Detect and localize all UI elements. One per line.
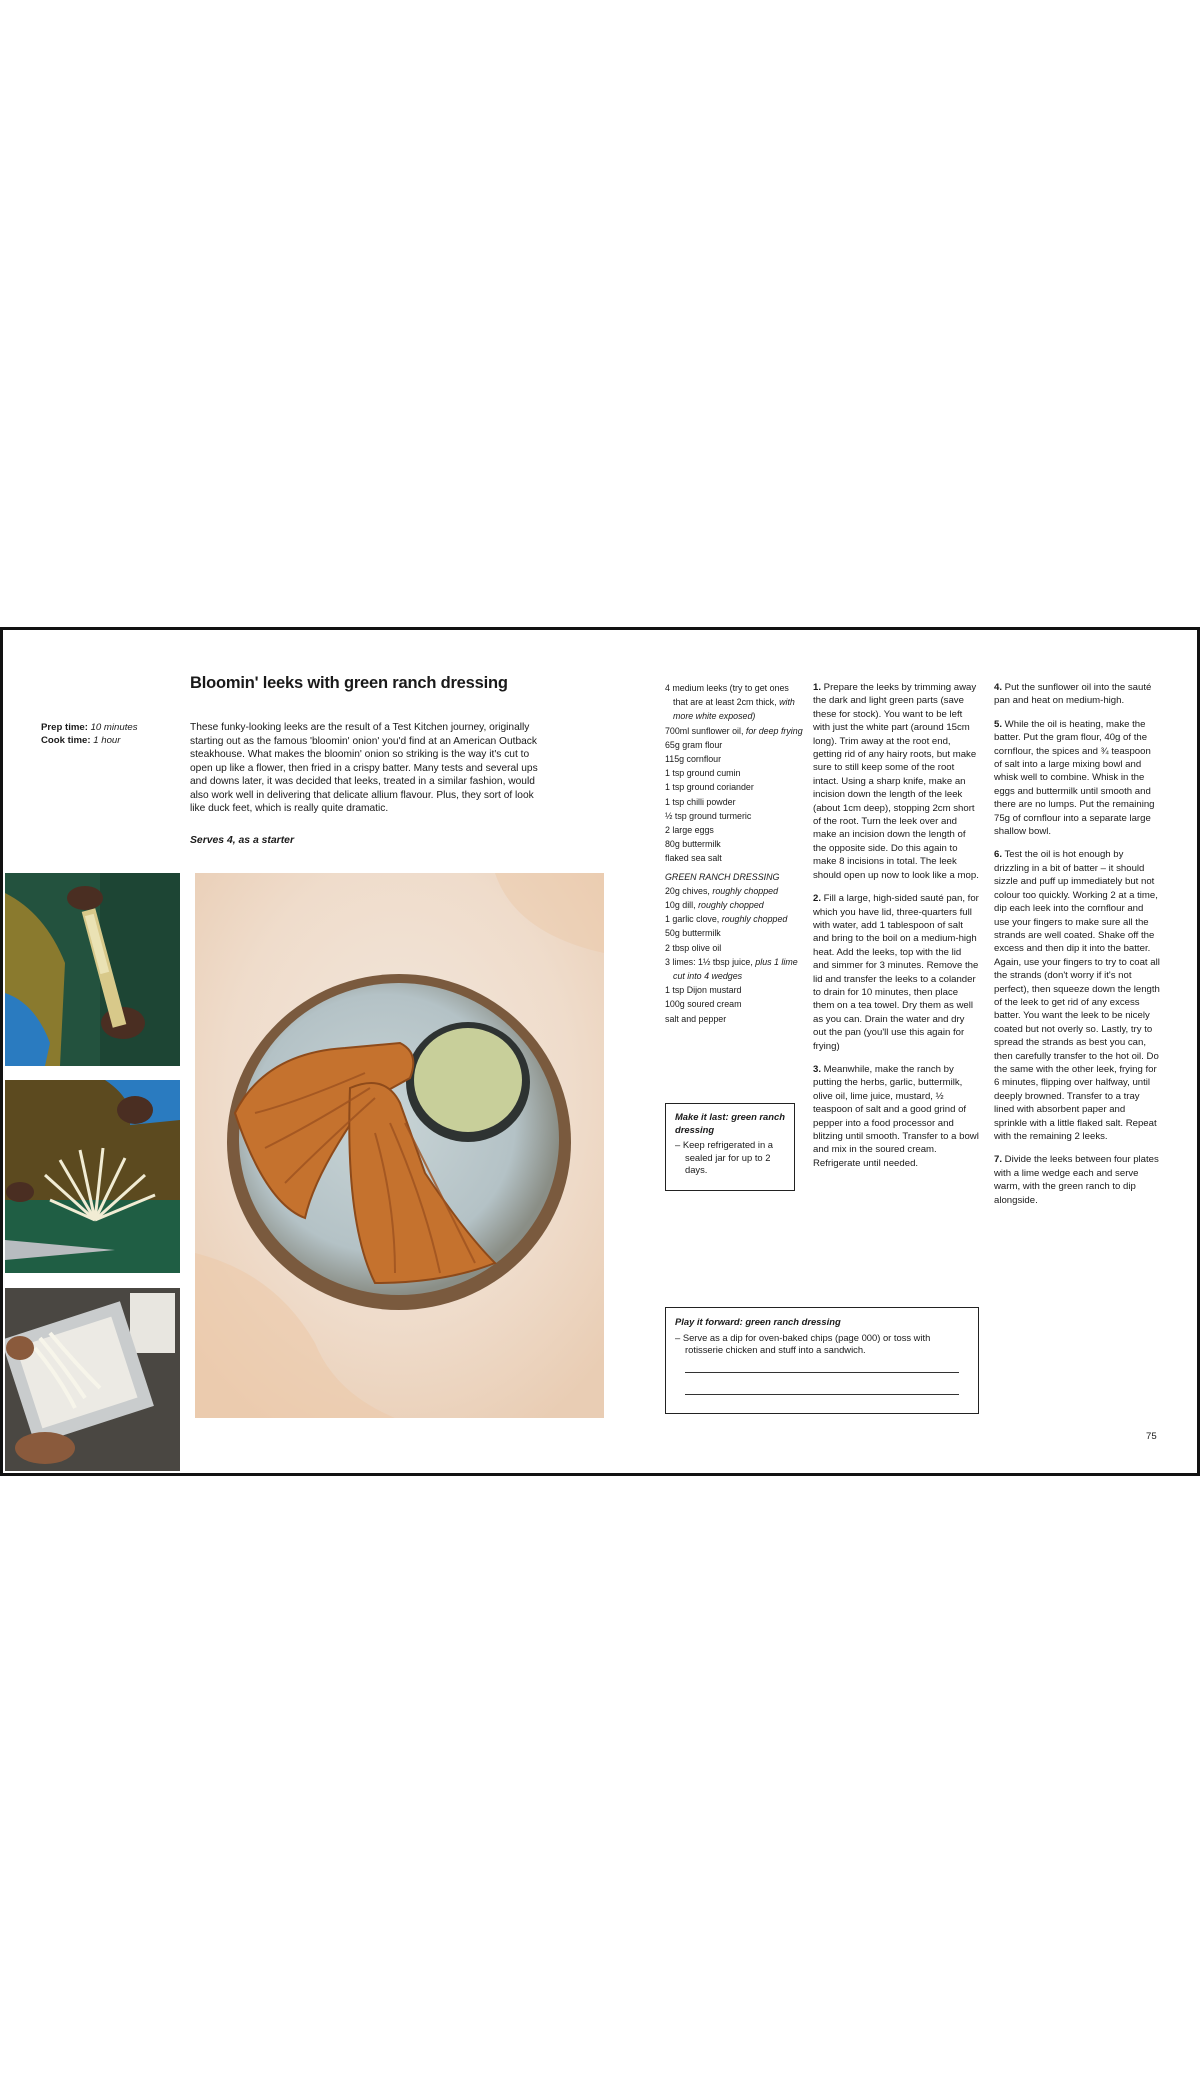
step-text: Test the oil is hot enough by drizzling in a bit of batter – it should sizzle and puff up immediately but not colour too quickly. Working 2 at a time, dip each leek into the cornflour and use your fingers to make sure all the strands are well coated. Shake off the excess and then dip it into the batter. Again, use your fingers to try to coat all the strands (don't worry if it's not perfect), then squeeze down the length of the leek to get rid of any excess batter. You want the leek to be nicely coated but not overly so. Lastly, try to spread the strands as best you can, then carefully transfer to the hot oil. Do the same with the other leek, frying for 6 minutes, flipping over halfway, until deeply browned. Transfer to a tray lined with absorbent paper and sprinkle with a little flaked salt. Repeat with the remaining 2 leeks. — [994, 849, 1160, 1142]
ingredient-text: 4 medium leeks (try to get ones that are at least 2cm thick, — [665, 683, 789, 708]
ingredient-item — [665, 738, 805, 752]
ingredient-text: 2 large eggs — [665, 825, 714, 836]
step-text: Meanwhile, make the ranch by putting the herbs, garlic, buttermilk, olive oil, lime juice, mustard, ½ teaspoon of salt and a good grind of pepper into a food processor and blitzing until smooth. Transfer to a bowl and mix in the soured cream. Refrigerate until needed. — [813, 1063, 979, 1169]
method-step — [813, 1063, 979, 1170]
ingredient-item — [665, 681, 805, 724]
step-text: While the oil is heating, make the batter. Put the gram flour, 40g of the cornflour, the spices and ¾ teaspoon of salt into a large mixing bowl and whisk well to combine. Whisk in the eggs and buttermilk until smooth and there are no lumps. Put the remaining 75g of cornflour into a separate large shallow bowl. — [994, 718, 1155, 838]
ingredient-item — [665, 780, 805, 794]
ingredient-text: flaked sea salt — [665, 853, 722, 864]
step-number: 7. — [994, 1154, 1003, 1166]
play-it-forward-box — [665, 1307, 979, 1414]
method-column-1 — [813, 681, 979, 1180]
ingredient-note: roughly chopped — [698, 900, 764, 911]
ingredient-text: 80g buttermilk — [665, 839, 721, 850]
ingredient-text: 1 tsp chilli powder — [665, 796, 736, 807]
cookbook-spread — [0, 627, 1200, 1476]
ingredient-item — [665, 941, 805, 955]
ingredient-text: 700ml sunflower oil, — [665, 725, 746, 736]
ingredient-item — [665, 823, 805, 837]
ingredient-item — [665, 809, 805, 823]
step-number: 5. — [994, 718, 1003, 730]
step-text: Put the sunflower oil into the sauté pan and heat on medium-high. — [994, 682, 1152, 707]
make-it-last-text: – Keep refrigerated in a sealed jar for up to 2 days. — [675, 1139, 773, 1175]
method-step — [994, 681, 1160, 708]
ingredient-note: roughly chopped — [721, 914, 788, 925]
photo-bloomin-leeks-plate — [195, 873, 604, 1418]
ingredient-text: 115g cornflour — [665, 754, 722, 765]
photo-cut-leek-strands — [5, 1080, 180, 1273]
method-step — [813, 681, 979, 882]
serves-note: Serves 4, as a starter — [190, 835, 294, 846]
ingredient-item — [665, 837, 805, 851]
ingredient-text: 3 limes: 1½ tbsp juice, — [665, 956, 756, 967]
note-line — [685, 1394, 959, 1395]
ingredient-text: 1 tsp ground coriander — [665, 782, 754, 793]
step-text: Fill a large, high-sided sauté pan, for which you have lid, three-quarters full with water, add 1 tablespoon of salt and bring to the boil on a medium-high heat. Add the leeks, top with the lid and simmer for 3 minutes. Remove the lid and transfer the leeks to a colander to drain for 10 minutes, then place them on a tea towel. Dry them as well as you can. Drain the water and dry out the pan (you'll use this again for frying) — [813, 893, 979, 1052]
ingredient-text: 20g chives, — [665, 885, 713, 896]
ingredient-text: 50g buttermilk — [665, 928, 721, 939]
ingredient-item — [665, 912, 805, 926]
page-number: 75 — [1146, 1431, 1157, 1442]
ingredient-note: for deep frying — [745, 725, 803, 736]
ingredient-text: 65g gram flour — [665, 739, 723, 750]
ingredient-text: 10g dill, — [665, 900, 699, 911]
photo-trimming-leek — [5, 873, 180, 1066]
ingredient-item — [665, 983, 805, 997]
ingredient-text: 100g soured cream — [665, 999, 742, 1010]
step-text: Prepare the leeks by trimming away the dark and light green parts (save these for stock). You want to be left with just the white part (around 15cm long). Trim away at the root end, getting rid of any hairy roots, but make sure to still keep some of the root intact. Using a sharp knife, make an incision down the length of the leek (about 1cm deep), stopping 2cm short of the root. Turn the leek over and make an incision down the length of the opposite side. Do this again to make 8 incisions in total. The leek should open up now to look like a mop. — [813, 682, 979, 881]
ingredients-list — [665, 681, 805, 1026]
ingredient-item — [665, 724, 805, 738]
method-step — [994, 848, 1160, 1143]
ingredient-item — [665, 766, 805, 780]
method-step — [994, 718, 1160, 839]
play-it-forward-text: – Serve as a dip for oven-baked chips (page 000) or toss with rotisserie chicken and stuff into a sandwich. — [675, 1331, 931, 1355]
ingredient-note: plus 1 lime cut into 4 wedges — [673, 956, 798, 982]
prep-time: Prep time: 10 minutes — [41, 722, 138, 733]
step-number: 4. — [994, 682, 1003, 693]
recipe-times — [41, 721, 201, 747]
recipe-title: Bloomin' leeks with green ranch dressing — [190, 674, 508, 692]
ingredient-item — [665, 851, 805, 865]
step-number: 2. — [813, 893, 822, 905]
ingredient-item — [665, 898, 805, 912]
method-column-2 — [994, 681, 1160, 1217]
ingredient-text: 1 tsp ground cumin — [665, 768, 741, 779]
ingredient-text: 1 tsp Dijon mustard — [665, 985, 742, 996]
method-step — [994, 1153, 1160, 1207]
ingredient-text: ½ tsp ground turmeric — [665, 810, 752, 821]
ingredient-item — [665, 1012, 805, 1026]
cook-time: Cook time: 1 hour — [41, 735, 121, 746]
ingredient-item — [665, 884, 805, 898]
ingredient-text: salt and pepper — [665, 1013, 727, 1024]
step-number: 3. — [813, 1063, 822, 1075]
ingredient-note: roughly chopped — [712, 885, 779, 896]
ingredient-item — [665, 926, 805, 940]
ingredient-item — [665, 795, 805, 809]
ingredient-note: with more white exposed) — [673, 697, 795, 722]
step-text: Divide the leeks between four plates with a lime wedge each and serve warm, with the green ranch to dip alongside. — [994, 1154, 1159, 1206]
make-it-last-box — [665, 1103, 795, 1191]
photo-coating-in-flour — [5, 1288, 180, 1471]
make-it-last-heading: Make it last: green ranch dressing — [675, 1111, 785, 1135]
ingredient-text: 2 tbsp olive oil — [665, 942, 722, 953]
ingredient-item — [665, 997, 805, 1011]
ingredient-item — [665, 955, 805, 983]
step-number: 6. — [994, 849, 1003, 861]
dressing-heading: GREEN RANCH DRESSING — [665, 871, 780, 882]
method-step — [813, 892, 979, 1053]
play-it-forward-heading: Play it forward: green ranch dressing — [675, 1316, 841, 1327]
ingredient-text: 1 garlic clove, — [665, 914, 722, 925]
step-number: 1. — [813, 682, 822, 693]
recipe-intro: These funky-looking leeks are the result of a Test Kitchen journey, originally starting out as the famous 'bloomin' onion' you'd find at an American Outback steakhouse. What makes the bloomin' onion so striking is the way it's cut to open up like a flower, then fried in a crispy batter. Many tests and several ups and downs later, it was decided that leeks, treated in a similar fashion, would also work well in delivering that delicate allium flavour. Plus, they sort of look like duck feet, which is really quite dramatic. — [190, 722, 538, 814]
ingredient-item — [665, 752, 805, 766]
